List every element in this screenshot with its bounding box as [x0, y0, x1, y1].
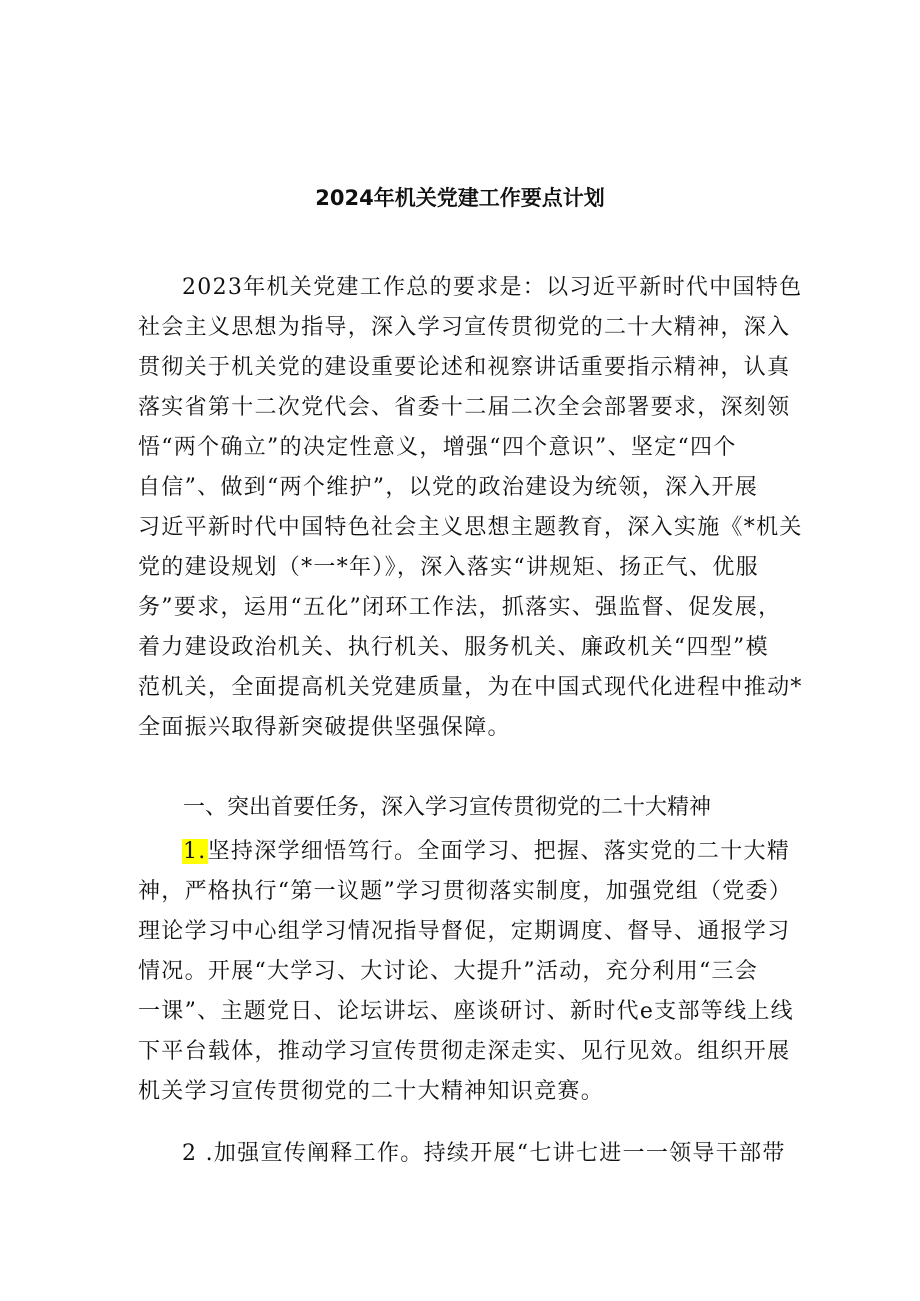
document-title: 2024年机关党建工作要点计划 — [315, 186, 605, 210]
item-1-first-line — [138, 832, 798, 872]
item-1-line: 情况。开展“大学习、大讨论、大提升”活动，充分利用“三会 — [138, 959, 759, 984]
intro-line: 悟“两个确立”的决定性意义，增强“四个意识”、坚定“四个 — [138, 435, 737, 460]
item-1-first-text: 坚持深学细悟笃行。全面学习、把握、落实党的二十大精 — [207, 839, 791, 864]
item-1-marker: 1. — [183, 839, 207, 864]
item-1-line: 神，严格执行“第一议题”学习贯彻落实制度，加强党组（党委） — [138, 879, 793, 904]
intro-line: 自信”、做到“两个维护”，以党的政治建设为统领，深入开展 — [138, 475, 759, 500]
intro-line: 贯彻关于机关党的建设重要论述和视察讲话重要指示精神，认真 — [138, 355, 791, 380]
intro-paragraph — [138, 268, 803, 748]
section-heading: 一、突出首要任务，深入学习宣传贯彻党的二十大精神 — [183, 795, 712, 820]
item-1-line: 一课”、主题党日、论坛讲坛、座谈研讨、新时代e支部等线上线 — [138, 999, 794, 1024]
intro-line: 党的建设规划（*一*年）》，深入落实“讲规矩、扬正气、优服 — [138, 555, 759, 580]
intro-line: 社会主义思想为指导，深入学习宣传贯彻党的二十大精神，深入 — [138, 315, 791, 340]
item-2-first-line: 2 .加强宣传阐释工作。持续开展“七讲七进一一领导干部带 — [182, 1141, 786, 1166]
intro-line: 2023年机关党建工作总的要求是：以习近平新时代中国特色 — [182, 275, 803, 300]
intro-line: 落实省第十二次党代会、省委十二届二次全会部署要求，深刻领 — [138, 395, 791, 420]
item-1-line: 下平台载体，推动学习宣传贯彻走深走实、见行见效。组织开展 — [138, 1039, 791, 1064]
intro-line: 务”要求，运用“五化”闭环工作法，抓落实、强监督、促发展， — [138, 595, 782, 620]
item-1-line: 机关学习宣传贯彻党的二十大精神知识竞赛。 — [138, 1079, 605, 1104]
intro-line: 着力建设政治机关、执行机关、服务机关、廉政机关“四型”模 — [138, 635, 769, 660]
item-1-line: 理论学习中心组学习情况指导督促，定期调度、督导、通报学习 — [138, 919, 791, 944]
intro-line: 习近平新时代中国特色社会主义思想主题教育，深入实施《*机关 — [138, 515, 803, 540]
intro-line: 范机关，全面提高机关党建质量，为在中国式现代化进程中推动* — [138, 675, 803, 700]
item-1-paragraph — [138, 832, 798, 1112]
intro-line: 全面振兴取得新突破提供坚强保障。 — [138, 715, 511, 740]
item-2-paragraph — [138, 1134, 798, 1174]
